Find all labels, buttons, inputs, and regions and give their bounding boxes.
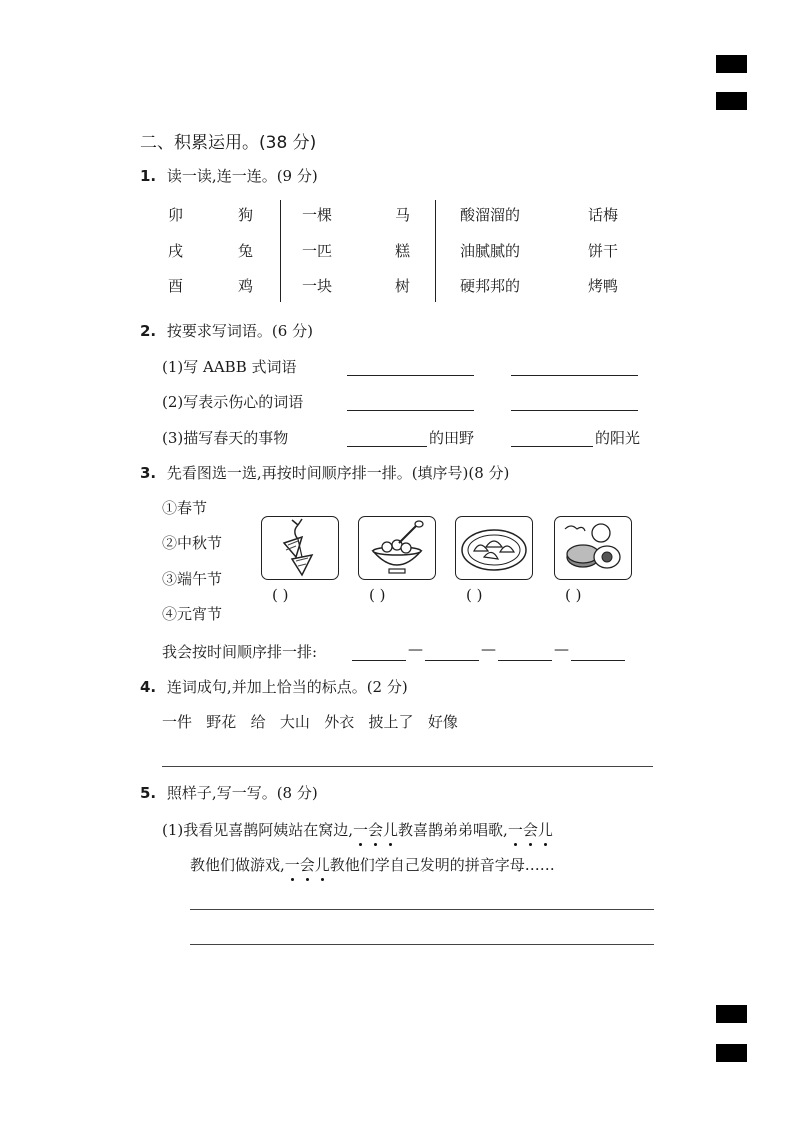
match-item[interactable]: 一匹	[302, 242, 333, 260]
question-number: 5.	[140, 784, 157, 802]
answer-blank[interactable]	[347, 446, 427, 447]
question-number: 1.	[140, 167, 157, 185]
answer-blank[interactable]	[511, 410, 638, 411]
tangyuan-icon	[359, 517, 435, 579]
registration-mark	[716, 1044, 747, 1062]
dash-separator: —	[554, 640, 569, 658]
example-text: 教他们做游戏,	[190, 856, 285, 874]
match-item[interactable]: 卯	[168, 206, 184, 224]
match-item[interactable]: 饼干	[588, 242, 619, 260]
answer-line[interactable]	[162, 766, 653, 767]
match-item[interactable]: 鸡	[238, 277, 254, 295]
match-item[interactable]: 一块	[302, 277, 333, 295]
answer-blank[interactable]	[352, 660, 406, 661]
emphasis-dot	[374, 843, 377, 846]
example-sentence-line-2	[190, 854, 555, 875]
option-dragon-boat: ③端午节	[162, 570, 223, 588]
match-item[interactable]: 酉	[168, 277, 184, 295]
answer-line[interactable]	[190, 909, 654, 910]
suffix-fields: 的田野	[429, 429, 475, 447]
question-text: 读一读,连一连。(9 分)	[166, 167, 318, 185]
example-sentence-line-1	[162, 819, 553, 840]
match-item[interactable]: 戌	[168, 242, 184, 260]
example-text: (1)我看见喜鹊阿姨站在窝边,	[162, 821, 354, 839]
match-item[interactable]: 酸溜溜的	[460, 206, 521, 224]
emphasis-dot	[544, 843, 547, 846]
example-text: 教他们学自己发明的拼音字母……	[329, 856, 555, 874]
order-label: 我会按时间顺序排一排:	[162, 643, 318, 661]
dumplings-icon	[456, 517, 532, 579]
emphasized-text: 一会儿	[284, 856, 330, 874]
section-title: 二、积累运用。(38 分)	[140, 133, 317, 153]
answer-paren[interactable]: ( )	[272, 586, 289, 604]
question-3	[140, 462, 509, 483]
match-item[interactable]: 烤鸭	[588, 277, 619, 295]
prompt-sad-words: (2)写表示伤心的词语	[162, 393, 304, 411]
match-item[interactable]: 硬邦邦的	[460, 277, 521, 295]
answer-blank[interactable]	[511, 375, 638, 376]
emphasized-phrase	[353, 819, 398, 840]
picture-tangyuan	[358, 516, 436, 580]
question-number: 2.	[140, 322, 157, 340]
picture-mooncake	[554, 516, 632, 580]
emphasis-dot	[306, 878, 309, 881]
registration-mark	[716, 1005, 747, 1023]
option-spring-festival: ①春节	[162, 499, 208, 517]
emphasis-dot	[529, 843, 532, 846]
answer-blank[interactable]	[498, 660, 552, 661]
emphasized-phrase	[508, 819, 553, 840]
match-item[interactable]: 糕	[395, 242, 411, 260]
question-text: 连词成句,并加上恰当的标点。(2 分)	[166, 678, 408, 696]
emphasis-dot	[321, 878, 324, 881]
prompt-spring: (3)描写春天的事物	[162, 429, 289, 447]
answer-paren[interactable]: ( )	[369, 586, 386, 604]
answer-blank[interactable]	[511, 446, 593, 447]
divider	[280, 200, 281, 302]
match-item[interactable]: 马	[395, 206, 411, 224]
zongzi-icon	[262, 517, 338, 579]
answer-blank[interactable]	[425, 660, 479, 661]
question-5	[140, 782, 318, 803]
divider	[435, 200, 436, 302]
question-2	[140, 320, 313, 341]
question-text: 按要求写词语。(6 分)	[166, 322, 313, 340]
dash-separator: —	[481, 640, 496, 658]
dash-separator: —	[408, 640, 423, 658]
question-1	[140, 165, 318, 186]
example-text: 教喜鹊弟弟唱歌,	[398, 821, 508, 839]
emphasis-dot	[359, 843, 362, 846]
match-item[interactable]: 油腻腻的	[460, 242, 521, 260]
question-text: 照样子,写一写。(8 分)	[166, 784, 318, 802]
answer-blank[interactable]	[347, 375, 474, 376]
mooncake-icon	[555, 517, 631, 579]
question-number: 3.	[140, 464, 157, 482]
answer-paren[interactable]: ( )	[466, 586, 483, 604]
emphasized-text: 一会儿	[353, 821, 399, 839]
match-item[interactable]: 话梅	[588, 206, 619, 224]
question-number: 4.	[140, 678, 157, 696]
prompt-aabb: (1)写 AABB 式词语	[162, 358, 297, 376]
answer-blank[interactable]	[347, 410, 474, 411]
picture-zongzi	[261, 516, 339, 580]
emphasis-dot	[389, 843, 392, 846]
suffix-sunshine: 的阳光	[595, 429, 641, 447]
emphasized-phrase	[285, 854, 330, 875]
registration-mark	[716, 55, 747, 73]
option-mid-autumn: ②中秋节	[162, 534, 223, 552]
match-item[interactable]: 一棵	[302, 206, 333, 224]
emphasis-dot	[291, 878, 294, 881]
emphasized-text: 一会儿	[507, 821, 553, 839]
scrambled-words: 一件 野花 给 大山 外衣 披上了 好像	[162, 713, 458, 731]
question-text: 先看图选一选,再按时间顺序排一排。(填序号)(8 分)	[166, 464, 510, 482]
answer-paren[interactable]: ( )	[565, 586, 582, 604]
answer-blank[interactable]	[571, 660, 625, 661]
match-item[interactable]: 兔	[238, 242, 254, 260]
question-4	[140, 676, 408, 697]
emphasis-dot	[514, 843, 517, 846]
match-item[interactable]: 狗	[238, 206, 254, 224]
answer-line[interactable]	[190, 944, 654, 945]
registration-mark	[716, 92, 747, 110]
match-item[interactable]: 树	[395, 277, 411, 295]
option-lantern: ④元宵节	[162, 605, 223, 623]
picture-dumplings	[455, 516, 533, 580]
